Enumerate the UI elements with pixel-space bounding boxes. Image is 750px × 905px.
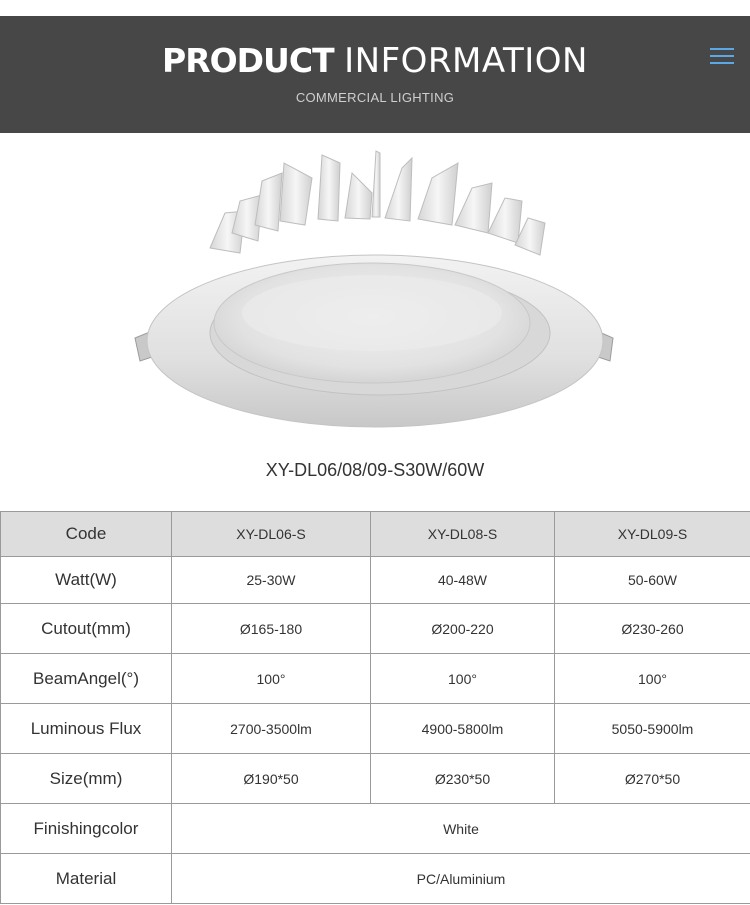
- size-c3: Ø270*50: [555, 754, 750, 804]
- cutout-c3: Ø230-260: [555, 604, 750, 654]
- downlight-illustration: [0, 133, 750, 453]
- page-title: [0, 40, 750, 81]
- watt-label: Watt(W): [1, 557, 172, 604]
- cutout-label: Cutout(mm): [1, 604, 172, 654]
- header-label: Code: [1, 512, 172, 557]
- flux-c3: 5050-5900lm: [555, 704, 750, 754]
- flux-c2: 4900-5800lm: [371, 704, 555, 754]
- product-model: XY-DL06/08/09-S30W/60W: [265, 460, 485, 480]
- table-row-material: [1, 854, 750, 904]
- watt-c1: 25-30W: [172, 557, 371, 604]
- material-value: PC/Aluminium: [172, 854, 750, 904]
- finish-value: White: [172, 804, 750, 854]
- beam-c2: 100°: [371, 654, 555, 704]
- header-c1: XY-DL06-S: [172, 512, 371, 557]
- table-row-cutout: [1, 604, 750, 654]
- spec-table: [0, 511, 750, 904]
- flux-c1: 2700-3500lm: [172, 704, 371, 754]
- header-c3: XY-DL09-S: [555, 512, 750, 557]
- table-row-finish: [1, 804, 750, 854]
- heatsink-fins: [210, 151, 545, 255]
- size-c1: Ø190*50: [172, 754, 371, 804]
- hamburger-menu-icon[interactable]: [710, 48, 734, 64]
- cutout-c2: Ø200-220: [371, 604, 555, 654]
- header-c2: XY-DL08-S: [371, 512, 555, 557]
- material-label: Material: [1, 854, 172, 904]
- table-row-flux: [1, 704, 750, 754]
- page-header: [0, 16, 750, 133]
- table-row-beam: [1, 654, 750, 704]
- title-light: INFORMATION: [344, 41, 588, 81]
- finish-label: Finishingcolor: [1, 804, 172, 854]
- table-header-row: [1, 512, 750, 557]
- page-subtitle: COMMERCIAL LIGHTING: [295, 90, 455, 105]
- cutout-c1: Ø165-180: [172, 604, 371, 654]
- title-bold: PRODUCT: [162, 41, 334, 80]
- table-row-size: [1, 754, 750, 804]
- product-image: [0, 133, 750, 453]
- beam-c1: 100°: [172, 654, 371, 704]
- size-c2: Ø230*50: [371, 754, 555, 804]
- watt-c3: 50-60W: [555, 557, 750, 604]
- table-row-watt: [1, 557, 750, 604]
- beam-c3: 100°: [555, 654, 750, 704]
- beam-label: BeamAngel(°): [1, 654, 172, 704]
- flux-label: Luminous Flux: [1, 704, 172, 754]
- size-label: Size(mm): [1, 754, 172, 804]
- watt-c2: 40-48W: [371, 557, 555, 604]
